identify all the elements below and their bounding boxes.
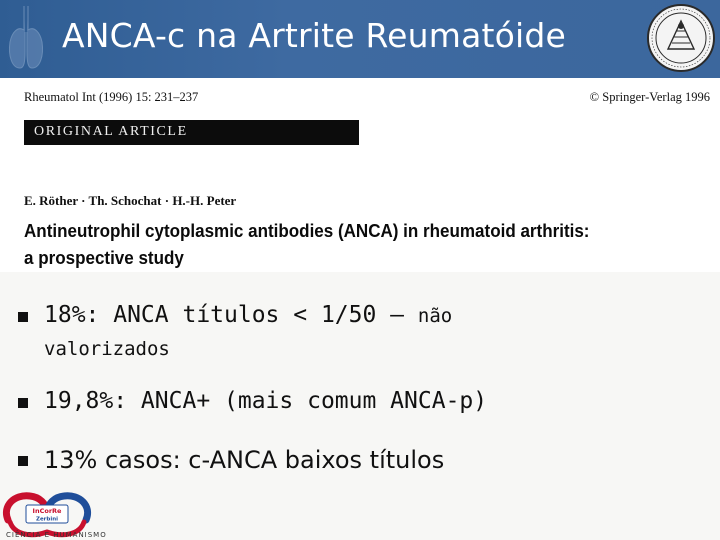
paper-header-image: [0, 78, 720, 272]
bullet-square-icon: [18, 456, 28, 466]
logo-name-line-2: Zerbini: [35, 516, 59, 523]
paper-title: [24, 217, 589, 271]
bullet-1-continuation: valorizados: [44, 338, 170, 360]
bullet-1-small: não: [417, 305, 453, 327]
bullet-square-icon: [18, 312, 28, 322]
logo-tagline: CIÊNCIA E HUMANISMO: [6, 531, 107, 539]
article-type-band: [24, 120, 359, 145]
journal-reference: Rheumatol Int (1996) 15: 231–237: [24, 90, 199, 104]
bullet-3-text: 13% casos: c-ANCA baixos títulos: [44, 446, 445, 474]
university-seal-icon: [646, 3, 716, 73]
lungs-illustration-icon: [4, 2, 48, 72]
bullet-1-main: 18%: ANCA títulos < 1/50 –: [44, 302, 418, 328]
logo-name-line-1: InCorRe: [32, 507, 62, 515]
title-bar: [0, 0, 720, 78]
publisher-copyright: © Springer-Verlag 1996: [589, 90, 710, 104]
paper-title-line-1: Antineutrophil cytoplasmic antibodies (ANCA) in rheumatoid arthritis:: [24, 220, 590, 241]
bullet-2-text: 19,8%: ANCA+ (mais comum ANCA-p): [44, 388, 488, 414]
bullet-1-text: [44, 302, 452, 328]
article-type-label: ORIGINAL ARTICLE: [34, 124, 188, 139]
paper-authors: E. Röther · Th. Schochat · H.-H. Peter: [24, 193, 237, 208]
bullet-square-icon: [18, 398, 28, 408]
slide-title: ANCA-c na Artrite Reumatóide: [62, 16, 567, 55]
paper-title-line-2: a prospective study: [24, 247, 184, 268]
